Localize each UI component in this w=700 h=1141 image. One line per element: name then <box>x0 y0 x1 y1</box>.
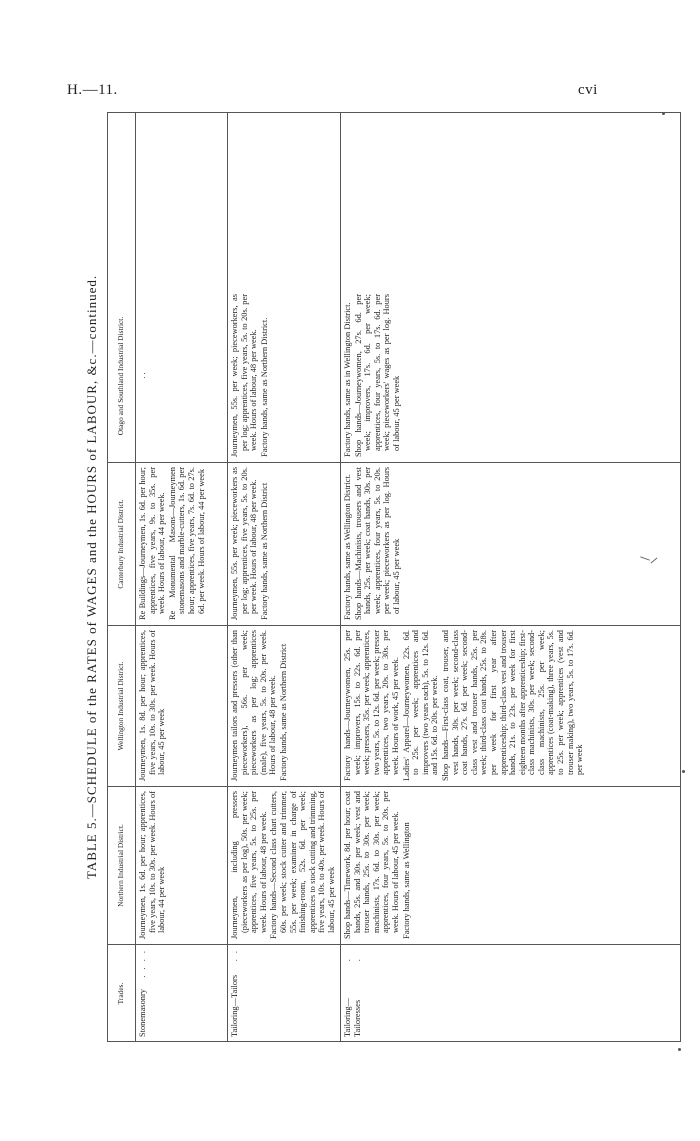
page-number: cvi <box>578 82 598 98</box>
table-caption: TABLE 5.—SCHEDULE of the RATES of WAGES and the HOURS of LABOUR, &c.—continued. <box>84 274 99 880</box>
wellington-cell <box>340 626 681 787</box>
otago-cell <box>135 290 227 463</box>
northern-cell <box>135 787 227 945</box>
trade-name: Tailoring—Tailors <box>230 974 239 1037</box>
leader-dots: . . <box>343 957 362 962</box>
rate-paragraph: Shop hands—Timework, 8d. per hour; coat hands, 25s. and 30s. per week; vest and trouser hands, 25s. to 30s. per week; machinists, 17s. 6d. to 30s. per week; apprentices, four years, 5s. to 20s. per week. Hours of labour, 45 per week. <box>343 791 400 939</box>
rate-paragraph: Factory hands, same as Northern District. <box>259 317 269 457</box>
table-row <box>135 112 227 1042</box>
rate-paragraph: Re Monumental Masons—Journeymen stonemasons and marble-cutters, 1s. 6d. per hour; apprentices, five years, 7s. 6d. to 27s. 6d. per week. Hours of labour, 44 per week <box>167 467 206 620</box>
canterbury-cell <box>135 463 227 626</box>
rate-paragraph: Factory hands, same as in Wellington District. <box>343 302 352 457</box>
rate-paragraph: Journeymen tailors and pressers (other than pieceworkers), 56s. per week; pieceworkers as per log; apprentices (male), five years, 5s. to 20s. per week. Hours of labour, 48 per week. <box>230 630 278 781</box>
header-trades: Trades. <box>116 982 125 1005</box>
trade-cell <box>340 945 681 1042</box>
rate-paragraph: Shop hands—First-class coat, trouser, and vest hands, 30s. per week; second-class coat hands, 27s. 6d. per week; second-class vest and trouser hands, 25s. per week; third-class coat hands, 25s. to 28s. per week for first year after apprenticeship; third-class vest and trouser hands, 21s. to 23s. per week for first eighteen months after apprenticeship; first-class machinists, 30s. per week; second-class machinists, 25s. per week; apprentices (coat-making), three years, 5s. to 25s. per week; apprentices (vest and trouser making), two years, 5s. to 17s. 6d. per week <box>440 630 585 781</box>
rate-paragraph: Factory hands, same as Northern District <box>278 643 288 781</box>
trade-cell <box>135 945 227 1042</box>
table-row <box>227 112 340 1042</box>
leader-dots: . . . . <box>138 949 147 978</box>
canterbury-cell <box>227 463 340 626</box>
rate-paragraph: Journeymen, 1s. 6d. per hour; apprentices, five years, 10s. to 30s. per week. Hours of labour, 44 per week <box>138 791 167 939</box>
northern-cell <box>227 787 340 945</box>
trade-cell <box>227 945 340 1042</box>
wellington-cell <box>227 626 340 787</box>
rate-paragraph: Shop hands—Journeywomen, 27s. 6d. per week; improvers, 17s. 6d. per week; apprentices, four years, 5s. to 17s. 6d. per week; pieceworkers' wages as per log. Hours of labour, 45 per week <box>353 294 401 457</box>
rate-paragraph: Re Buildings—Journeymen, 1s. 6d. per hour; apprentices, five years, 9s. to 35s. per week. Hours of labour, 44 per week. <box>138 467 167 620</box>
header-northern: Northern Industrial District. <box>107 787 135 945</box>
header-wellington: Wellington Industrial District. <box>107 626 135 787</box>
rotated-table-page <box>80 112 685 1042</box>
rate-paragraph: Factory hands—Journeywomen, 25s. per week; improvers, 15s. to 22s. 6d. per week; pressers, 35s. per week; apprentices, two years, 5s. to 12s. 6d. per week; presser apprentices, two years, 20s. to 30s. per week. Hours of work, 45 per week. <box>343 630 400 781</box>
rate-paragraph: Shop hands—Machinists, trousers and vest hands, 25s. per week; coat hands, 30s. per week; apprentices, four years, 5s. to 20s. per week; pieceworkers as per log. Hours of labour, 45 per week <box>353 467 401 620</box>
page-reference-left: H.—11. <box>67 82 118 98</box>
rate-paragraph: Factory hands—Second class chart cutters, 60s. per week; stock cutter and trimmer, 55s. per week; examiner in charge of finishing-room, 52s. 6d. per week; apprentices to stock cutting and trimming, five years, 10s. to 40s. per week. Hours of labour, 45 per week <box>269 791 336 939</box>
rate-paragraph: Ladies' Apparel—Journeywomen, 22s. 6d. to 25s. per week; apprentices and improvers (two years each), 5s. to 12s. 6d. and 15s. 6d. to 20s. per week. <box>401 630 440 781</box>
table-header-row <box>107 112 135 1042</box>
rate-paragraph: Journeymen, including pressers (pieceworkers as per log), 50s. per week; apprentices, five years, 5s. to 25s. per week. Hours of labour, 48 per week. <box>230 791 268 939</box>
otago-cell <box>340 290 681 463</box>
header-canterbury: Canterbury Industrial District. <box>107 463 135 626</box>
rate-paragraph: Journeymen, 1s. 8d. per hour; apprentices, five years, 10s. to 30s. per week. Hours of labour, 45 per week <box>138 630 167 781</box>
ink-mark <box>678 1048 681 1051</box>
rate-paragraph: Factory hands, same as Northern District <box>259 482 269 620</box>
wellington-cell <box>135 626 227 787</box>
rate-paragraph: Journeymen, 55s. per week; pieceworkers as per log; apprentices, five years, 5s. to 20s. per week. Hours of labour, 48 per week. <box>230 467 259 620</box>
otago-cell <box>227 290 340 463</box>
rate-paragraph: Factory hands, same as Wellington District. <box>343 474 352 620</box>
header-otago: Otago and Southland Industrial District. <box>107 290 135 463</box>
rate-paragraph: Factory hands, same as Wellington <box>401 822 411 939</box>
canterbury-cell <box>340 463 681 626</box>
trade-name: Tailoring—Tailoresses <box>343 998 362 1037</box>
table-row <box>340 112 681 1042</box>
leader-dots: . . <box>230 949 239 962</box>
northern-cell <box>340 787 681 945</box>
rate-paragraph: Journeymen, 55s. per week; pieceworkers, as per log; apprentices, five years, 5s. to 20s. per week. Hours of labour, 48 per week. <box>230 294 259 457</box>
wages-schedule-table <box>107 112 681 1042</box>
rate-paragraph: . . <box>138 372 147 379</box>
trade-name: Stonemasonry <box>138 989 147 1037</box>
